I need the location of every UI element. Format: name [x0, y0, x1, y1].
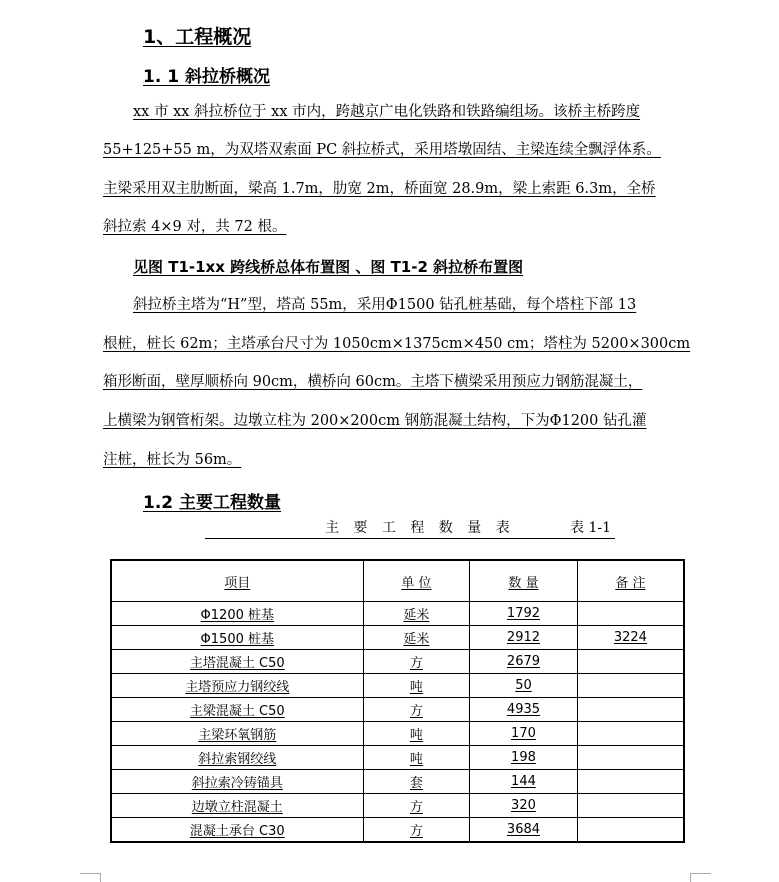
cell-unit: 吨	[363, 674, 470, 698]
subsection-heading-bridge-overview: 1. 1 斜拉桥概况	[143, 67, 270, 87]
cell-unit: 吨	[363, 722, 470, 746]
cell-remark: 3224	[577, 626, 684, 650]
cell-quantity: 320	[470, 794, 578, 818]
table-row	[111, 650, 684, 674]
table-row	[111, 602, 684, 626]
cell-quantity: 170	[470, 722, 578, 746]
header-remark: 备 注	[577, 560, 684, 602]
cell-remark	[577, 794, 684, 818]
section-heading: 1、工程概况	[143, 26, 252, 48]
table-row	[111, 746, 684, 770]
header-unit: 单 位	[363, 560, 470, 602]
paragraph-line: 主梁采用双主肋断面，梁高 1.7m，肋宽 2m，桥面宽 28.9m，梁上索距 6.3m，全桥	[103, 181, 656, 197]
paragraph-line: 斜拉索 4×9 对，共 72 根。	[103, 219, 287, 235]
cell-item: 混凝土承台 C30	[111, 818, 363, 843]
cell-remark	[577, 602, 684, 626]
cell-item: 斜拉索钢绞线	[111, 746, 363, 770]
table-row	[111, 626, 684, 650]
cell-quantity: 2912	[470, 626, 578, 650]
cell-unit: 套	[363, 770, 470, 794]
header-quantity: 数 量	[470, 560, 578, 602]
cell-unit: 方	[363, 818, 470, 843]
cell-remark	[577, 722, 684, 746]
cell-remark	[577, 770, 684, 794]
cell-remark	[577, 818, 684, 843]
cell-quantity: 3684	[470, 818, 578, 843]
subsection-heading-quantities: 1.2 主要工程数量	[143, 493, 282, 513]
table-row	[111, 818, 684, 843]
paragraph-line: 注桩，桩长为 56m。	[103, 452, 242, 468]
table-row	[111, 770, 684, 794]
cell-quantity: 50	[470, 674, 578, 698]
cell-quantity: 144	[470, 770, 578, 794]
cell-remark	[577, 746, 684, 770]
cell-unit: 方	[363, 650, 470, 674]
cell-item: 主梁混凝土 C50	[111, 698, 363, 722]
cell-remark	[577, 650, 684, 674]
paragraph-line: xx 市 xx 斜拉桥位于 xx 市内，跨越京广电化铁路和铁路编组场。该桥主桥跨度	[133, 104, 641, 120]
paragraph-line: 箱形断面，壁厚顺桥向 90cm，横桥向 60cm。主塔下横梁采用预应力钢筋混凝土，	[103, 374, 643, 390]
table-title: 主 要 工 程 数 量 表	[325, 520, 515, 536]
header-item: 项目	[111, 560, 363, 602]
cell-quantity: 4935	[470, 698, 578, 722]
cell-unit: 方	[363, 698, 470, 722]
cell-remark	[577, 674, 684, 698]
cell-item: 边墩立柱混凝土	[111, 794, 363, 818]
paragraph-line: 上横梁为钢管桁架。边墩立柱为 200×200cm 钢筋混凝土结构，下为Φ1200 钻孔灌	[103, 413, 647, 429]
cell-unit: 方	[363, 794, 470, 818]
paragraph-line: 55+125+55 m，为双塔双索面 PC 斜拉桥式，采用塔墩固结、主梁连续全飘浮体系。	[103, 142, 661, 158]
cell-item: 主塔混凝土 C50	[111, 650, 363, 674]
table-caption	[205, 518, 615, 539]
cell-quantity: 198	[470, 746, 578, 770]
cell-item: 斜拉索冷铸锚具	[111, 770, 363, 794]
paragraph-line: 根桩，桩长 62m；主塔承台尺寸为 1050cm×1375cm×450 cm；塔柱为 5200×300cm	[103, 336, 691, 352]
table-header-row	[111, 560, 684, 602]
cell-item: 主塔预应力钢绞线	[111, 674, 363, 698]
paragraph-line: 斜拉桥主塔为“H”型，塔高 55m，采用Φ1500 钻孔桩基础，每个塔柱下部 13	[133, 297, 637, 313]
table-number: 表 1-1	[570, 520, 611, 536]
table-row	[111, 674, 684, 698]
cell-unit: 吨	[363, 746, 470, 770]
table-row	[111, 722, 684, 746]
cell-remark	[577, 698, 684, 722]
table-row	[111, 698, 684, 722]
table-row	[111, 794, 684, 818]
cell-unit: 延米	[363, 602, 470, 626]
cell-quantity: 2679	[470, 650, 578, 674]
cell-unit: 延米	[363, 626, 470, 650]
cell-item: Φ1200 桩基	[111, 602, 363, 626]
cell-quantity: 1792	[470, 602, 578, 626]
quantities-table	[110, 559, 685, 843]
cell-item: Φ1500 桩基	[111, 626, 363, 650]
figure-reference: 见图 T1-1xx 跨线桥总体布置图 、图 T1-2 斜拉桥布置图	[133, 258, 524, 276]
cell-item: 主梁环氧钢筋	[111, 722, 363, 746]
